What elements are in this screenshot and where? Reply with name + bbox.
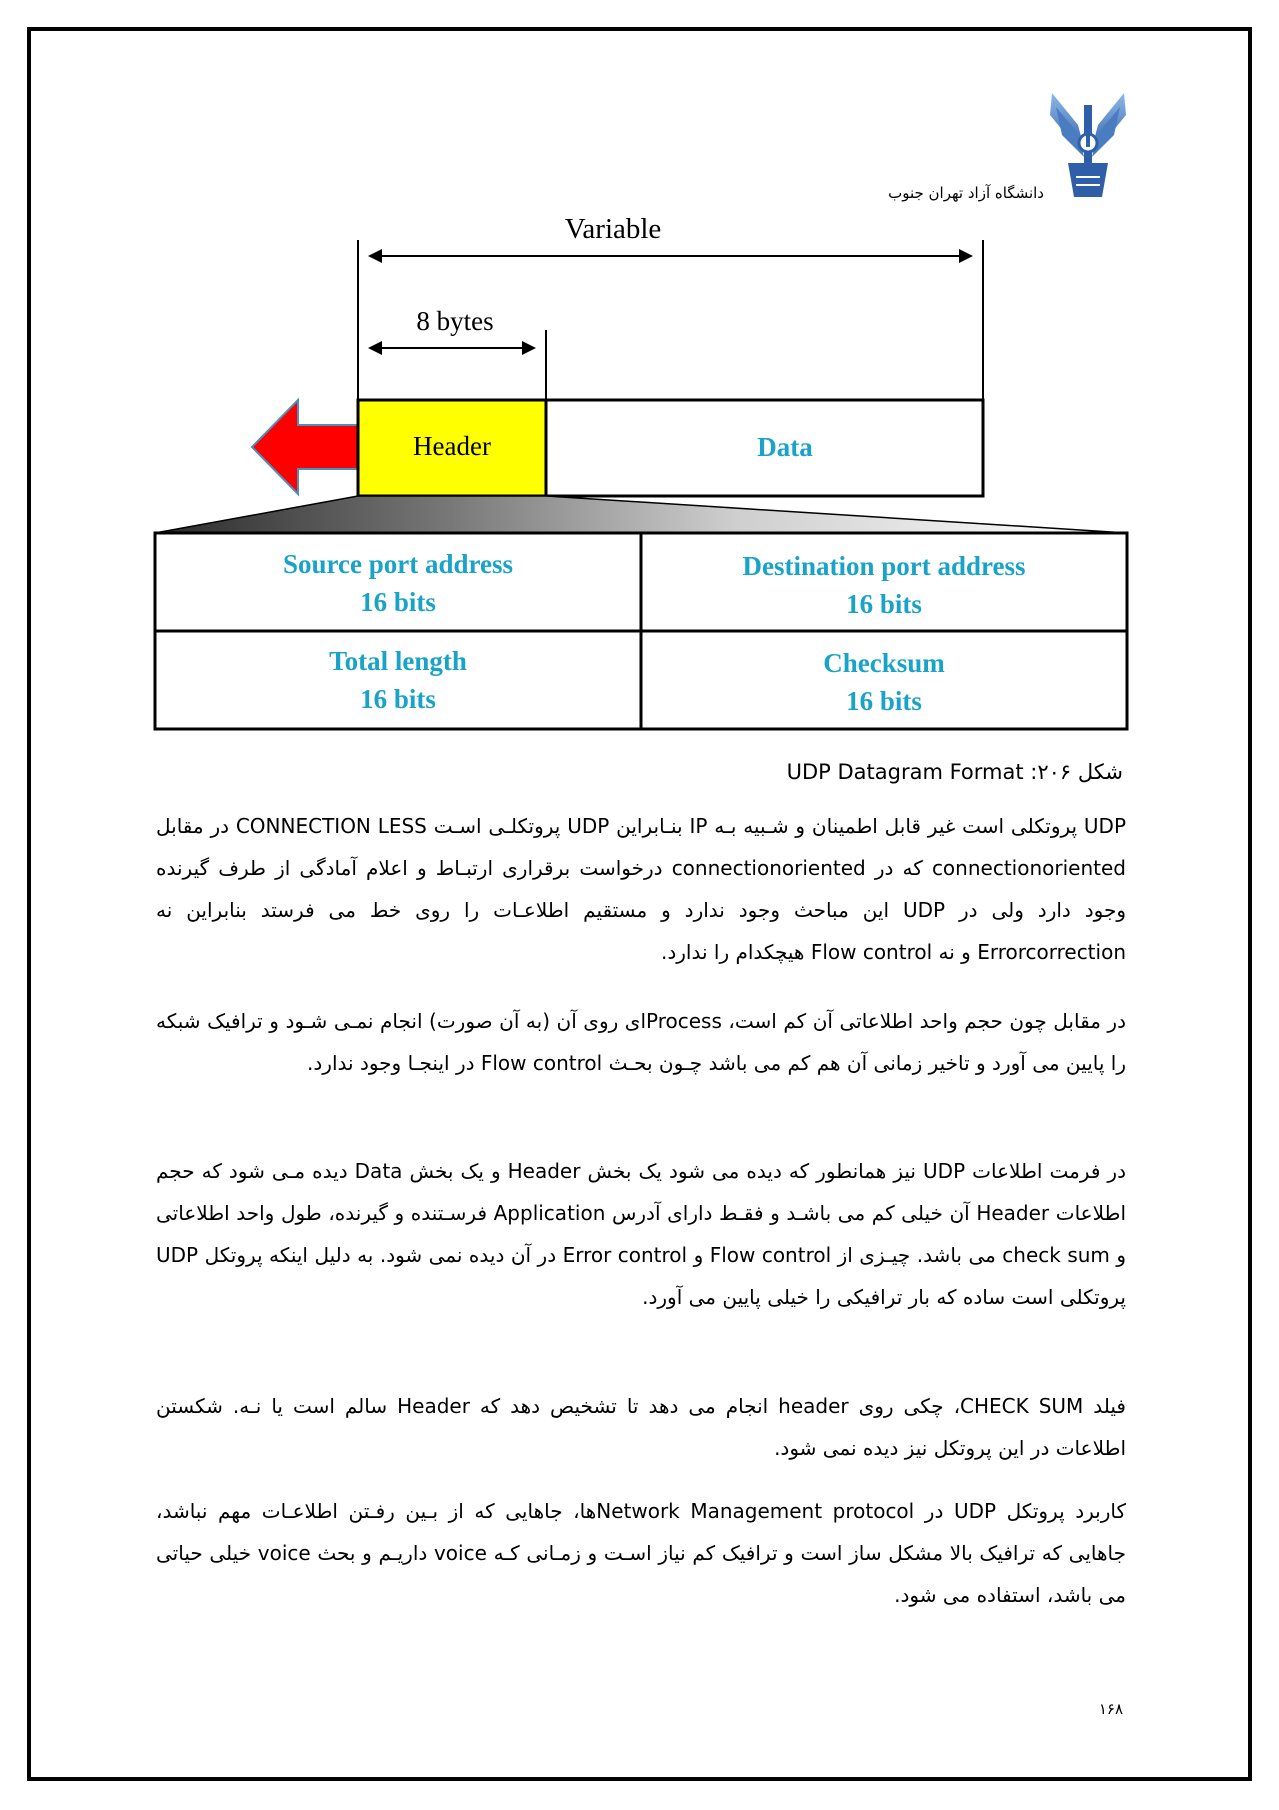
field-checksum-size: 16 bits [846,686,922,716]
paragraph-3: در فرمت اطلاعات UDP نیز همانطور که دیده می شود یک بخش Header و یک بخش Data دیده مـی شود که حجم اطلاعات Header آن خیلی کم می باشـد و فقـط دارای آدرس Application فرسـتنده و گیرنده، طول واحد اطلاعاتی و check sum می باشد. چیـزی از Flow control و Error control در آن دیده نمی شود. به دلیل اینکه پروتکل UDP پروتکلی است ساده که بار ترافیکی را خیلی پایین می آورد. [156,1159,1127,1309]
field-destination-port-name: Destination port address [742,551,1026,581]
field-destination-port [641,547,1127,623]
field-source-port-name: Source port address [282,549,513,579]
header-expansion [155,496,1127,533]
field-source-port [155,545,641,621]
direction-arrow [252,400,358,494]
field-checksum-name: Checksum [823,648,945,678]
variable-label: Variable [564,213,662,245]
data-box-label: Data [757,432,813,462]
bytes-label: 8 bytes [416,306,494,336]
header-box-label: Header [413,431,491,461]
figure-caption: شکل ۲۰۶: UDP Datagram Format [786,760,1123,784]
page-number: ۱۶۸ [1098,1700,1123,1718]
field-total-length-size: 16 bits [360,684,436,714]
field-total-length-name: Total length [329,646,467,676]
field-checksum [641,644,1127,720]
university-name: دانشگاه آزاد تهران جنوب [888,184,1044,202]
paragraph-1: UDP پروتکلی است غیر قابل اطمینان و شـبیه بـه IP بنـابراین UDP پروتکلـی اسـت CONNECTION LESS در مقابل connectionoriented که در connectionoriented درخواست برقراری ارتبـاط و اعلام آمادگی از طرف گیرنده وجود دارد ولی در UDP این مباحث وجود ندارد و مستقیم اطلاعـات را روی خط می فرستد بنابراین نه Errorcorrection و نه Flow control هیچکدام را ندارد. [156,814,1127,964]
field-total-length [155,642,641,718]
field-destination-port-size: 16 bits [846,589,922,619]
field-source-port-size: 16 bits [360,587,436,617]
paragraph-2: در مقابل چون حجم واحد اطلاعاتی آن کم است، Processای روی آن (به آن صورت) انجام نمـی شـود و ترافیک شبکه را پایین می آورد و تاخیر زمانی آن هم کم می باشد چـون بحـث Flow control در اینجـا وجود ندارد. [156,1009,1126,1075]
paragraph-4: فیلد CHECK SUM، چکی روی header انجام می دهد تا تشخیص دهد که Header سالم است یا نـه. شکستن اطلاعات در این پروتکل نیز دیده نمی شود. [156,1394,1126,1460]
paragraph-5: کاربرد پروتکل UDP در Network Management protocolها، جاهایی که از بـین رفـتن اطلاعـات مهم نباشد، جاهایی که ترافیک بالا مشکل ساز است و ترافیک کم نیاز اسـت و زمـانی کـه voice داریـم و بحث voice خیلی حیاتی می باشد، استفاده می شود. [156,1499,1127,1607]
